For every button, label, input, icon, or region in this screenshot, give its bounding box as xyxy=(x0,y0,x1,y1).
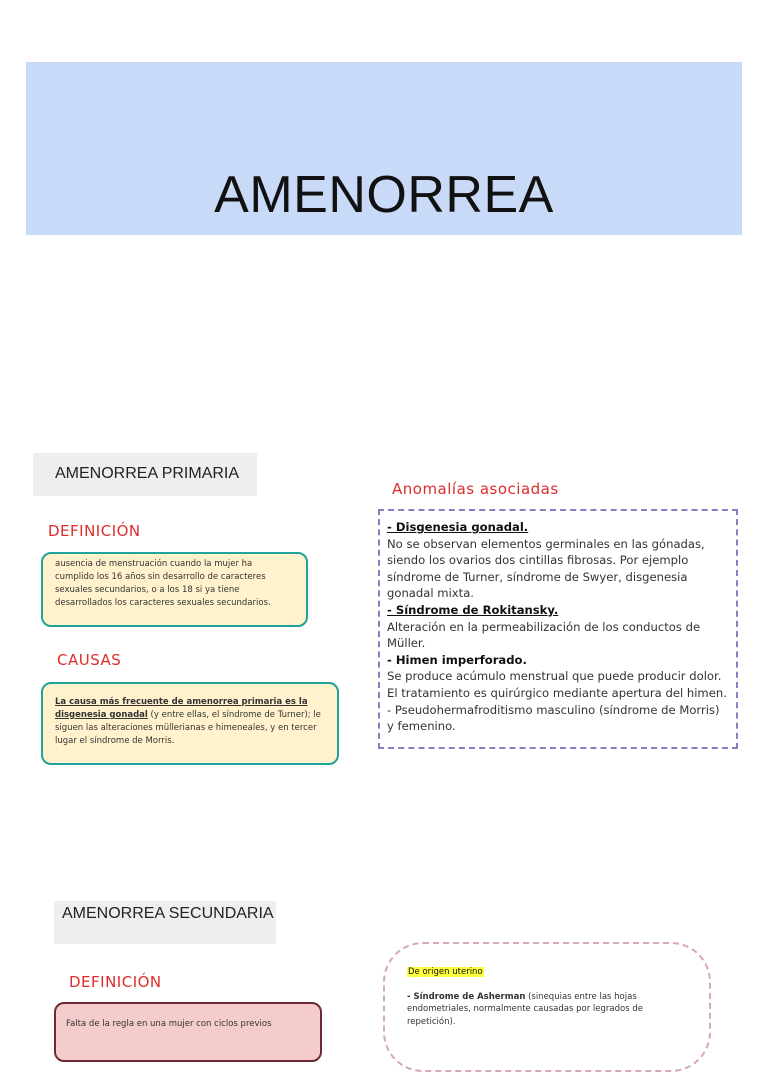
definicion-text-primaria: ausencia de menstruación cuando la mujer ha cumplido los 16 años sin desarrollo de caracteres sexuales secundarios, o a los 18 si ya tiene desarrollados los caracteres sexuales secundarios. xyxy=(55,559,271,608)
definicion-card-secundaria xyxy=(54,1002,322,1062)
asherman-item xyxy=(407,991,687,1029)
section-label-primaria: AMENORREA PRIMARIA xyxy=(33,453,257,496)
anomalia-title: - Síndrome de Rokitansky. xyxy=(387,602,559,617)
uterino-heading: De origen uterino xyxy=(408,967,483,977)
definicion-heading-secundaria: DEFINICIÓN xyxy=(69,973,162,991)
origen-uterino-box xyxy=(383,942,711,1072)
section-label-secundaria: AMENORREA SECUNDARIA xyxy=(54,901,276,944)
asherman-text: (sinequias entre las hojas endometriales, normalmente causadas por legrados de repetición). xyxy=(407,991,643,1027)
anomalia-text: Se produce acúmulo menstrual que puede producir dolor. El tratamiento es quirúrgico mediante apertura del himen. xyxy=(387,669,727,700)
anomalia-title: - Himen imperforado. xyxy=(387,652,527,667)
anomalia-text: Alteración en la permeabilización de los conductos de Müller. xyxy=(387,619,701,651)
definicion-text-secundaria: Falta de la regla en una mujer con ciclos previos xyxy=(66,1019,272,1029)
definicion-heading-primaria: DEFINICIÓN xyxy=(48,522,141,540)
causas-heading: CAUSAS xyxy=(57,651,122,669)
asherman-title: - Síndrome de Asherman xyxy=(407,991,526,1002)
anomalia-item xyxy=(387,652,728,702)
anomalia-item xyxy=(387,602,728,652)
anomalias-heading: Anomalías asociadas xyxy=(392,480,559,498)
anomalia-text: No se observan elementos germinales en las gónadas, siendo los ovarios dos cintillas fibrosas. Por ejemplo síndrome de Turner, síndrome de Swyer, disgenesia gonadal mixta. xyxy=(387,536,705,601)
causas-text xyxy=(55,696,325,748)
anomalias-box xyxy=(378,509,738,749)
anomalia-item xyxy=(387,702,728,735)
causas-card xyxy=(41,682,339,765)
anomalia-item xyxy=(387,519,728,602)
definicion-card-primaria xyxy=(41,552,308,627)
causas-bold-text: La causa más frecuente de amenorrea primaria es la disgenesia gonadal xyxy=(55,697,308,720)
causas-rest-text: (y entre ellas, el síndrome de Turner); le siguen las alteraciones müllerianas e himeneales, y en tercer lugar el síndrome de Morris. xyxy=(55,710,321,746)
anomalia-title: - Disgenesia gonadal. xyxy=(387,520,529,534)
page-title: AMENORREA xyxy=(214,166,554,224)
anomalia-text: - Pseudohermafroditismo masculino (síndrome de Morris) y femenino. xyxy=(387,702,720,734)
